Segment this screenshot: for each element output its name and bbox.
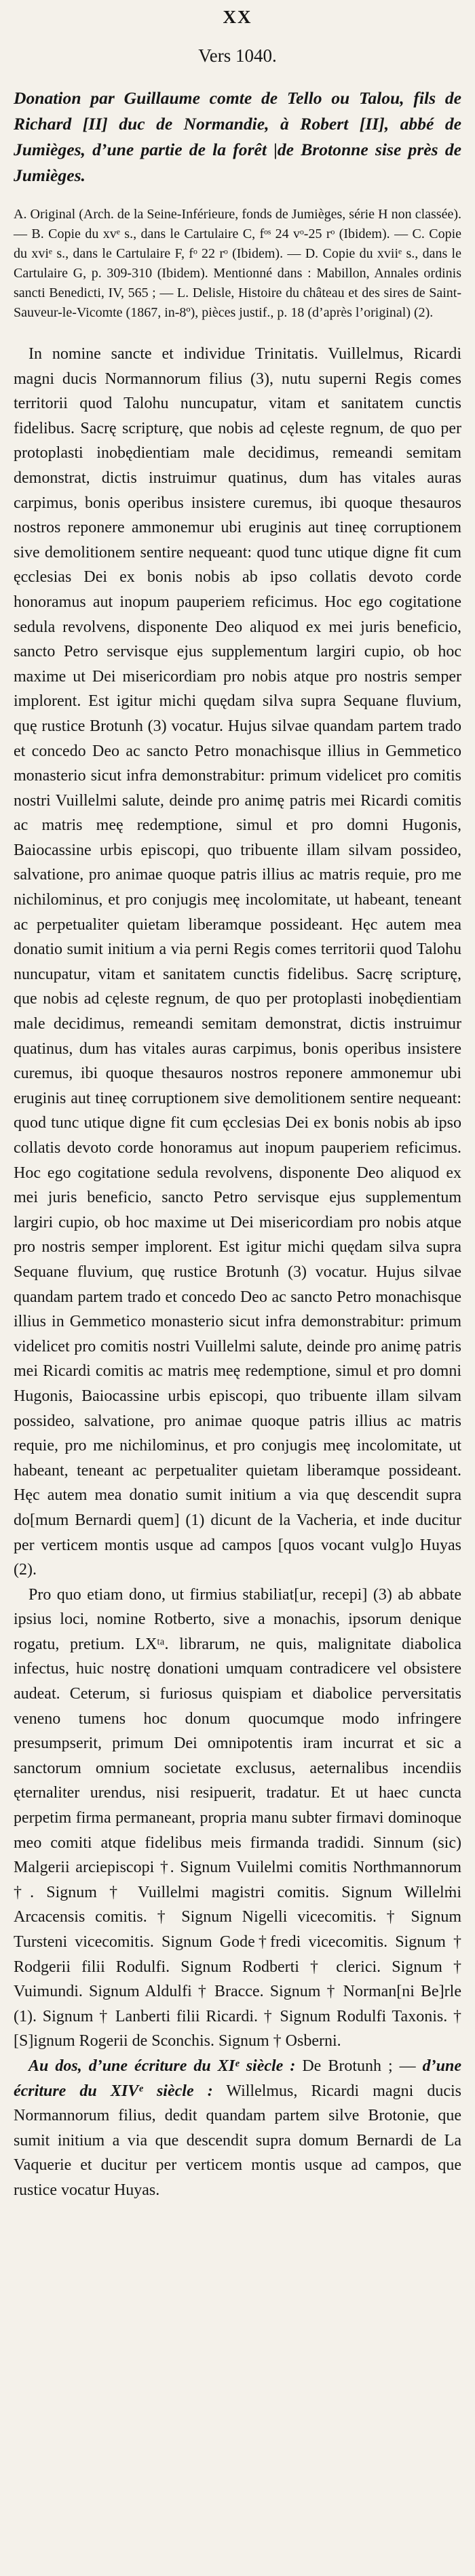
charter-date: Vers 1040. xyxy=(198,45,277,66)
charter-paragraph-1: In nomine sancte et individue Trinitatis. Vuillelmus, Ricardi magni ducis Normannorum filius (3), nutu superni Regis comes territorii quod Talohu nuncupatur, vitam et sanitatem cunctis fidelibus. Sacrę scripturę, que nobis ad cęleste regnum, de quo per protoplasti inobędientiam male decidimus, remeandi semitam demonstrat, dictis instruimur quatinus, dum has vitales auras carpimus, bonis operibus insistere curemus, ibi quoque thesauros nostros reponere ammonemur ubi eruginis aut tineę corruptionem sive demolitionem sentire nequeant: quod tunc utique digne fit cum ęcclesias Dei ex bonis nobis ab ipso collatis devoto corde honoramus aut inopum pauperiem reficimus. Hoc ego cogitatione sedula revolvens, disponente Deo aliquod ex mei juris beneficio, sancto Petro servisque ejus supplementum largiri cupio, ob hoc maxime ut Dei misericordiam pro nobis atque pro nostris semper implorent. Est igitur michi quędam silva supra Sequane fluvium, quę rustice Brotunh (3) vocatur. Hujus silvae quandam partem trado et concedo Deo ac sancto Petro monachisque illius in Gemmetico monasterio sicut infra demonstrabitur: primum videlicet pro comitis nostri Vuillelmi salute, deinde pro animę patris mei Ricardi comitis ac matris meę redemptione, simul et pro domni Hugonis, Baiocassine urbis episcopi, quo tribuente illam silvam possideo, salvatione, pro animae quoque patris illius ac matris requie, pro me nichilominus, et pro conjugis meę incolomitate, ut habeant, teneant ac perpetualiter quietam liberamque possideant. Hęc autem mea donatio sumit initium a via perni Regis comes territorii quod Talohu nuncupatur, vitam et sanitatem cunctis fidelibus. Sacrę scripturę, que nobis ad cęleste regnum, de quo per protoplasti inobędientiam male decidimus, remeandi semitam demonstrat, dictis instruimur quatinus, dum has vitales auras carpimus, bonis operibus insistere curemus, ibi quoque thesauros nostros reponere ammonemur ubi eruginis aut tineę corruptionem sive demolitionem sentire nequeant: quod tunc utique digne fit cum ęcclesias Dei ex bonis nobis ab ipso collatis devoto corde honoramus aut inopum pauperiem reficimus. Hoc ego cogitatione sedula revolvens, disponente Deo aliquod ex mei juris beneficio, sancto Petro servisque ejus supplementum largiri cupio, ob hoc maxime ut Dei misericordiam pro nobis atque pro nostris semper implorent. Est igitur michi quędam silva supra Sequane fluvium, quę rustice Brotunh (3) vocatur. Hujus silvae quandam partem trado et concedo Deo ac sancto Petro monachisque illius in Gemmetico monasterio sicut infra demonstrabitur: primum videlicet pro comitis nostri Vuillelmi salute, deinde pro animę patris mei Ricardi comitis ac matris meę redemptione, simul et pro domni Hugonis, Baiocassine urbis episcopi, quo tribuente illam silvam possideo, salvatione, pro animae quoque patris illius ac matris requie, pro me nichilominus, et pro conjugis meę incolomitate, ut habeant, teneant ac perpetualiter quietam liberamque possideant. Hęc autem mea donatio sumit initium a via quę descendit supra do[mum Bernardi quem] (1) dicunt de la Vacheria, et inde ducitur per verticem montis usque ad campos [quos vocant vulg]o Huyas (2). xyxy=(14,345,461,1579)
charter-text xyxy=(14,342,461,2054)
charter-number: XX xyxy=(223,7,252,27)
charter-paragraph-2: Pro quo etiam dono, ut firmius stabiliat[ur, recepi] (3) ab abbate ipsius loci, nomine Rotberto, sive a monachis, ipsorum denique rogatu, pretium. LXᵗᵃ. librarum, ne quis, malignitate diabolica infectus, huic nostrę donationi umquam contradicere vel obsistere audeat. Ceterum, si furiosus quispiam et diabolice perversitatis veneno tumens hoc donum quocumque modo infringere presumpserit, primum Dei omnipotentis iram incurrat et sic a sanctorum omnium societate exclusus, aeternalibus incendiis ęternaliter urendus, nisi resipuerit, tradatur. Et ut haec cuncta perpetim firma permaneant, propria manu subter firmavi dominoque meo comiti atque fidelibus meis firmanda tradidi. Sinnum (sic) Malgerii arciepiscopi †. Signum Vuilelmi comitis Northmannorum †. Signum † Vuillelmi magistri comitis. Signum Willelṁi Arcacensis comitis. † Signum Nigelli vicecomitis. † Signum Tursteni vicecomitis. Signum Gode†fredi vicecomitis. Signum † Rodgerii filii Rodulfi. Signum Rodberti † clerici. Signum † Vuimundi. Signum Aldulfi † Bracce. Signum † Norman[ni Be]rle (1). Signum † Lanberti filii Ricardi. † Signum Rodulfi Taxonis. † [S]ignum Rogerii de Sconchis. Signum † Osberni. xyxy=(14,1585,461,2050)
endorsement-text-11th: De Brotunh ; — xyxy=(295,2057,423,2075)
endorsement-text-14th: Willelmus, Ricardi magni ducis Normannorum filius, dedit quandam partem silve Brotonie, que sumit initium a via que descendit supra domum Bernardi de La Vaquerie et ducitur per verticem montis usque ad campos, que rustice vocatur Huyas. xyxy=(14,2082,461,2199)
source-apparatus: A. Original (Arch. de la Seine-Inférieure, fonds de Jumièges, série H non classée). — B. Copie du xvᵉ s., dans le Cartulaire C, fᵒˢ 24 vᵒ-25 rᵒ (Ibidem). — C. Copie du xviᵉ s., dans le Cartulaire F, fᵒ 22 rᵒ (Ibidem). — D. Copie du xviiᵉ s., dans le Cartulaire G, p. 309-310 (Ibidem). Mentionné dans : Mabillon, Annales ordinis sancti Benedicti, IV, 565 ; — L. Delisle, Histoire du château et des sires de Saint-Sauveur-le-Vicomte (1867, in-8º), pièces justif., p. 18 (d’après l’original) (2). xyxy=(14,207,461,320)
endorsement-label-14th: d’une écriture du XIVᵉ siècle : xyxy=(14,2057,461,2100)
endorsement-note xyxy=(14,2054,461,2203)
charter-title: Donation par Guillaume comte de Tello ou Talou, fils de Richard [II] duc de Normandie, à Robert [II], abbé de Jumièges, d’une partie de la forêt |de Brotonne sise près de Jumièges. xyxy=(14,88,461,185)
endorsement-label-11th: Au dos, d’une écriture du XIᵉ siècle : xyxy=(28,2057,296,2075)
